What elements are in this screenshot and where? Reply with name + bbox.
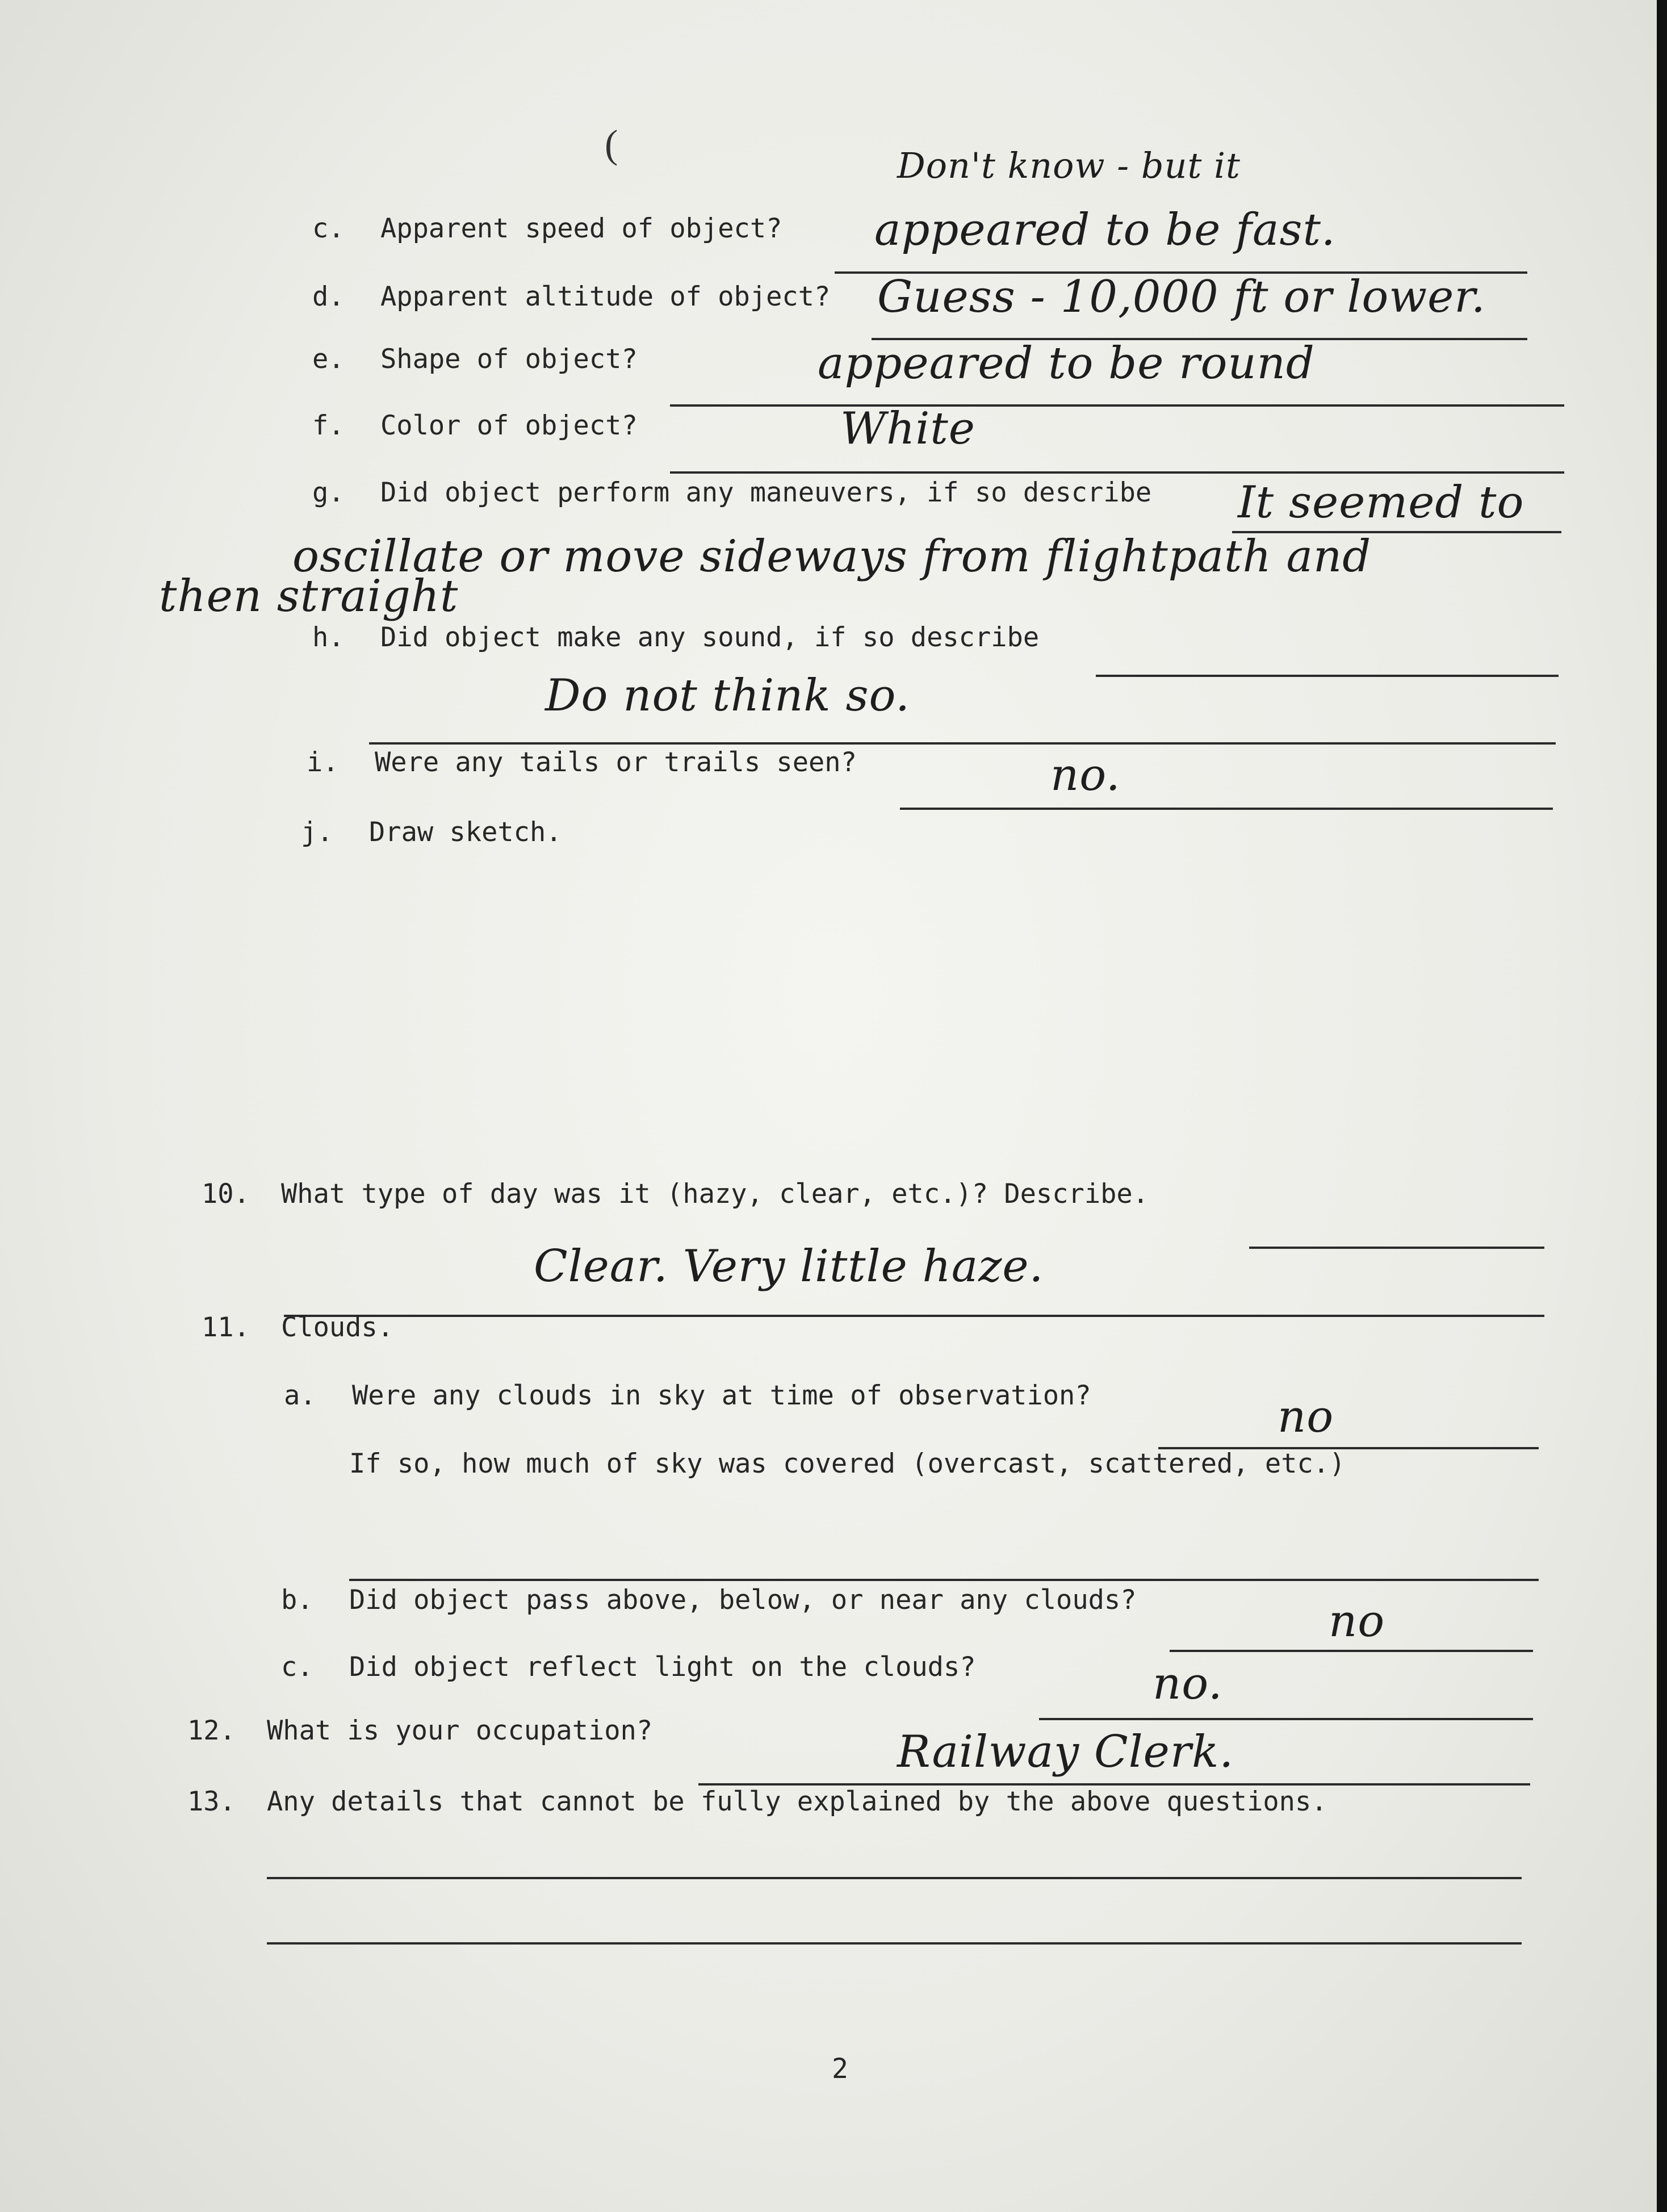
trails-answer: no.	[1050, 750, 1121, 801]
page-number: 2	[832, 2053, 848, 2085]
stray-mark: (	[605, 123, 618, 166]
answer-line	[369, 742, 1556, 745]
answer-line	[284, 1315, 1544, 1317]
answer-line	[1096, 675, 1559, 677]
maneuvers-answer-3: then straight	[159, 571, 459, 622]
maneuvers-answer-1: It seemed to	[1238, 477, 1524, 528]
pass-clouds-answer: no	[1329, 1596, 1385, 1647]
answer-line	[670, 404, 1564, 407]
answer-line	[1249, 1247, 1544, 1249]
answer-line	[1170, 1650, 1533, 1652]
answer-line	[1039, 1718, 1533, 1720]
reflect-light-answer: no.	[1153, 1658, 1223, 1709]
question-11a-sky-covered: If so, how much of sky was covered (overcast, scattered, etc.)	[349, 1448, 1346, 1479]
question-d-altitude: d. Apparent altitude of object?	[312, 281, 831, 312]
clouds-in-sky-answer: no	[1278, 1391, 1334, 1442]
question-f-color: f. Color of object?	[312, 410, 638, 441]
question-11a-clouds-in-sky: a. Were any clouds in sky at time of observation?	[284, 1380, 1091, 1411]
question-13-details: 13. Any details that cannot be fully explained by the above questions.	[187, 1786, 1327, 1817]
color-answer: White	[840, 403, 975, 454]
question-10-day-type: 10. What type of day was it (hazy, clear, etc.)? Describe.	[202, 1178, 1149, 1210]
speed-answer-note: Don't know - but it	[897, 145, 1241, 186]
answer-line	[900, 808, 1553, 810]
answer-line	[267, 1942, 1522, 1945]
question-e-shape: e. Shape of object?	[312, 344, 638, 375]
maneuvers-answer-2: oscillate or move sideways from flightpath and	[292, 531, 1372, 582]
shape-answer: appeared to be round	[818, 338, 1315, 389]
answer-line	[670, 471, 1564, 474]
speed-answer: appeared to be fast.	[874, 204, 1336, 256]
day-type-answer: Clear. Very little haze.	[534, 1241, 1044, 1292]
question-j-sketch: j. Draw sketch.	[301, 817, 562, 848]
question-11b-pass-clouds: b. Did object pass above, below, or near any clouds?	[281, 1584, 1137, 1616]
answer-line	[349, 1579, 1539, 1581]
question-11-clouds: 11. Clouds.	[202, 1312, 394, 1343]
question-h-sound: h. Did object make any sound, if so describe	[312, 622, 1040, 653]
question-g-maneuvers: g. Did object perform any maneuvers, if so describe	[312, 477, 1152, 508]
question-11c-reflect-light: c. Did object reflect light on the clouds?	[281, 1651, 976, 1683]
occupation-answer: Railway Clerk.	[897, 1726, 1234, 1778]
page-edge	[1657, 0, 1667, 2212]
altitude-answer: Guess - 10,000 ft or lower.	[877, 271, 1486, 323]
question-i-trails: i. Were any tails or trails seen?	[307, 747, 857, 778]
sketch-area	[301, 863, 1550, 1147]
answer-line	[698, 1783, 1530, 1786]
answer-line	[267, 1877, 1522, 1879]
question-c-speed: c. Apparent speed of object?	[312, 213, 782, 244]
question-12-occupation: 12. What is your occupation?	[187, 1715, 653, 1746]
sound-answer: Do not think so.	[545, 670, 910, 721]
